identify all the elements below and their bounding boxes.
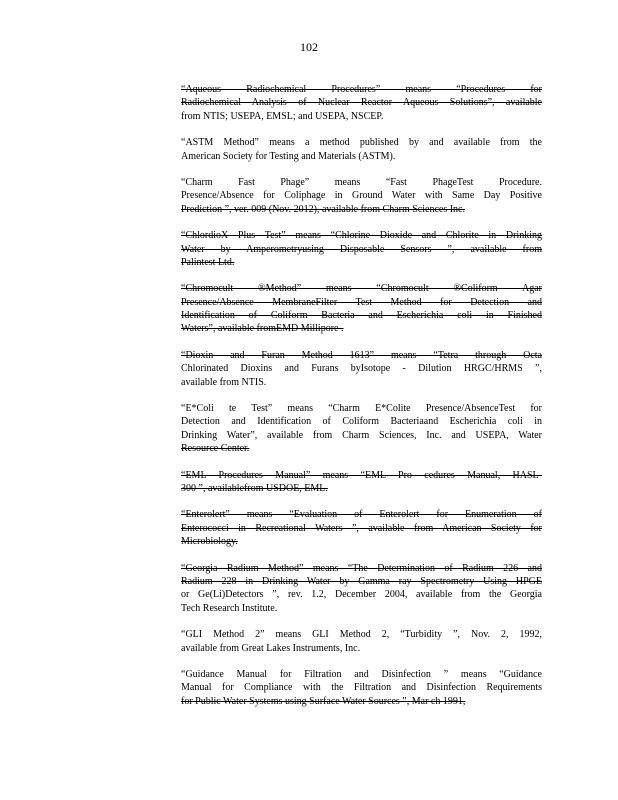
struck-text-line: Identification of Coliform Bacteria and Escherichia coli in Finished: [181, 310, 542, 322]
text-line: from NTIS; USEPA, EMSL; and USEPA, NSCEP.: [181, 110, 384, 122]
text-line: “Charm Fast Phage” means “Fast PhageTest Procedure.: [181, 176, 542, 188]
definition-entry: [181, 628, 542, 655]
text-line: Detection and Identification of Coliform Bacteriaand Escherichia coli in: [181, 416, 542, 428]
struck-text-line: Microbiology.: [181, 536, 238, 548]
struck-text-line: “Chromocult ®Method” means “Chromocult ®Coliform Agar: [181, 283, 542, 295]
definition-entry: [181, 508, 542, 548]
text-line: available from NTIS.: [181, 376, 267, 388]
text-line: Presence/Absence for Coliphage in Ground Water with Same Day Positive: [181, 190, 542, 202]
definition-entry: [181, 668, 542, 708]
definition-entry: [181, 83, 542, 123]
struck-text-line: Prediction ”, ver. 009 (Nov. 2012), available from Charm Sciences Inc.: [181, 203, 465, 215]
struck-text-line: Palintest Ltd.: [181, 256, 235, 268]
text-line: or Ge(Li)Detectors ”, rev. 1.2, December 2004, available from the Georgia: [181, 589, 542, 601]
struck-text-line: Resource Center.: [181, 443, 250, 455]
document-body: [181, 83, 542, 721]
definition-entry: [181, 136, 542, 163]
text-line: “Guidance Manual for Filtration and Disinfection ” means “Guidance: [181, 668, 542, 680]
struck-text-line: for Public Water Systems using Surface Water Sources ”, Mar ch 1991,: [181, 695, 466, 707]
struck-text-line: “Georgia Radium Method” means “The Determination of Radium 226 and: [181, 562, 542, 574]
definition-entry: [181, 562, 542, 616]
struck-text-line: Enterococci in Recreational Waters ”, available from American Society for: [181, 522, 542, 534]
struck-text-line: Water by Amperometryusing Disposable Sensors ”, available from: [181, 243, 542, 255]
definition-entry: [181, 176, 542, 216]
definition-entry: [181, 469, 542, 496]
struck-text-line: “EML Procedures Manual” means “EML Pro cedures Manual, HASL-: [181, 469, 542, 481]
struck-text-line: Presence/Absence MembraneFilter Test Method for Detection and: [181, 296, 542, 308]
struck-text-line: 300 ”, availablefrom USDOE, EML.: [181, 482, 328, 494]
struck-text-line: “ChlordioX Plus Test” means “Chlorine Dioxide and Chlorite in Drinking: [181, 230, 542, 242]
text-line: American Society for Testing and Materials (ASTM).: [181, 150, 396, 162]
struck-text-line: “Dioxin and Furan Method 1613” means “Tetra through Octa: [181, 349, 542, 361]
struck-text-line: “Enterolert” means “Evaluation of Enterolert for Enumeration of: [181, 509, 542, 521]
definition-entry: [181, 282, 542, 336]
struck-text-line: Radium 228 in Drinking Water by Gamma ray Spectrometry Using HPGE: [181, 575, 542, 587]
text-line: Manual for Compliance with the Filtration and Disinfection Requirements: [181, 682, 542, 694]
text-line: available from Great Lakes Instruments, Inc.: [181, 642, 361, 654]
definition-entry: [181, 349, 542, 389]
text-line: Chlorinated Dioxins and Furans byIsotope - Dilution HRGC/HRMS ”,: [181, 363, 542, 375]
struck-text-line: Waters”, available fromEMD Millipore .: [181, 323, 344, 335]
struck-text-line: Radiochemical Analysis of Nuclear Reactor Aqueous Solutions”, available: [181, 97, 542, 109]
definition-entry: [181, 229, 542, 269]
struck-text-line: “Aqueous Radiochemical Procedures” means “Procedures for: [181, 84, 542, 95]
text-line: Tech Research Institute.: [181, 602, 278, 614]
page-number: 102: [300, 40, 318, 54]
definition-entry: [181, 402, 542, 456]
text-line: “E*Coli te Test” means “Charm E*Colite Presence/AbsenceTest for: [181, 403, 542, 415]
text-line: “ASTM Method” means a method published by and available from the: [181, 137, 542, 149]
text-line: “GLI Method 2” means GLI Method 2, “Turbidity ”, Nov. 2, 1992,: [181, 629, 542, 641]
text-line: Drinking Water”, available from Charm Sciences, Inc. and USEPA, Water: [181, 429, 542, 441]
